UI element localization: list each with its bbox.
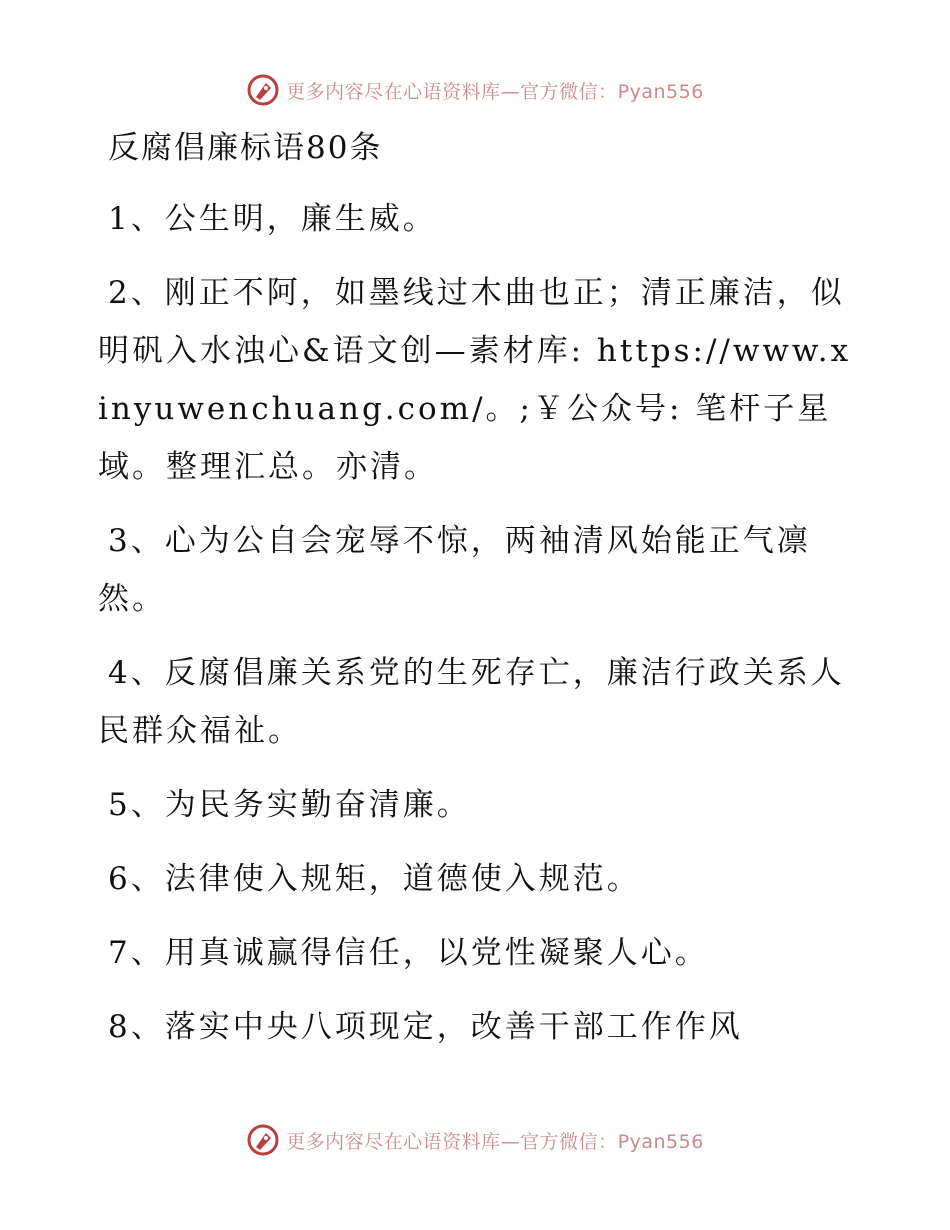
slogan-paragraph: 3、心为公自会宠辱不惊，两袖清风始能正气凛然。	[98, 523, 811, 617]
slogan-paragraph: 7、用真诚赢得信任，以党性凝聚人心。	[108, 935, 709, 971]
pen-nib-logo-icon	[246, 1123, 280, 1157]
slogan-paragraph: 2、刚正不阿，如墨线过木曲也正；清正廉洁，似明矾入水浊心&语文创—素材库: https://www.xinyuwenchuang.com/。;￥公众号: 笔杆子星域。整理汇总。亦清。	[98, 275, 852, 485]
footer-watermark-banner	[0, 1120, 950, 1160]
slogan-paragraph: 8、落实中央八项现定，改善干部工作作风	[108, 1009, 743, 1045]
watermark-text: 更多内容尽在心语资料库—官方微信：Pyan556	[286, 80, 704, 103]
slogan-paragraph: 1、公生明，廉生威。	[108, 201, 437, 237]
document-body	[98, 120, 858, 1072]
pen-nib-logo-icon	[246, 73, 280, 107]
watermark-text: 更多内容尽在心语资料库—官方微信：Pyan556	[286, 1130, 704, 1153]
header-watermark-banner	[0, 70, 950, 110]
slogan-paragraph: 6、法律使入规矩，道德使入规范。	[108, 861, 641, 897]
slogan-paragraph: 4、反腐倡廉关系党的生死存亡，廉洁行政关系人民群众福祉。	[98, 655, 845, 749]
slogan-paragraph: 5、为民务实勤奋清廉。	[108, 787, 471, 823]
document-title: 反腐倡廉标语80条	[108, 130, 383, 166]
